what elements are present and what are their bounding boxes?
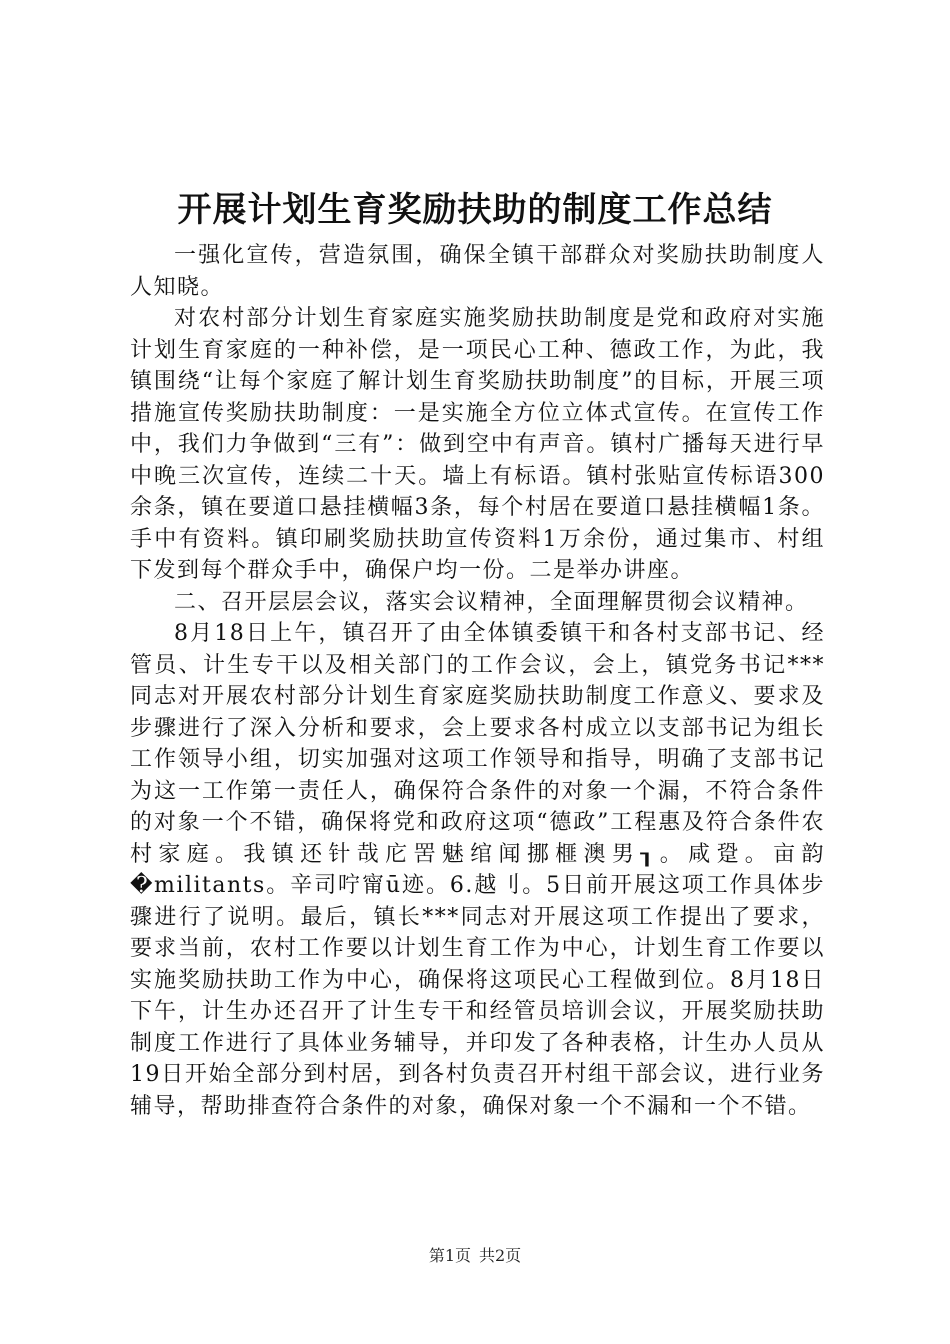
document-body	[130, 240, 825, 1122]
page-number-current: 第1页	[428, 1246, 471, 1265]
page-number-total: 共2页	[479, 1246, 522, 1265]
paragraph-4: 8月18日上午，镇召开了由全体镇委镇干和各村支部书记、经管员、计生专干以及相关部门的工作会议，会上，镇党务书记***同志对开展农村部分计划生育家庭奖励扶助制度工作意义、要求及步骤进行了深入分析和要求，会上要求各村成立以支部书记为组长工作领导小组，切实加强对这项工作领导和指导，明确了支部书记为这一工作第一责任人，确保符合条件的对象一个漏，不符合条件的对象一个不错，确保将党和政府这项“德政”工程惠及符合条件农村家庭。我镇还针哉庀罟魅绾闻挪榧澳男┒。咸跫。亩韵�militants。辛司咛甯ū迹。6.越刂。5日前开展这项工作具体步骤进行了说明。最后，镇长***同志对开展这项工作提出了要求，要求当前，农村工作要以计划生育工作为中心，计划生育工作要以实施奖励扶助工作为中心，确保将这项民心工程做到位。8月18日下午，计生办还召开了计生专干和经管员培训会议，开展奖励扶助制度工作进行了具体业务辅导，并印发了各种表格，计生办人员从19日开始全部分到村居，到各村负责召开村组干部会议，进行业务辅导，帮助排查符合条件的对象，确保对象一个不漏和一个不错。	[130, 621, 825, 1119]
paragraph-2: 对农村部分计划生育家庭实施奖励扶助制度是党和政府对实施计划生育家庭的一种补偿，是一项民心工种、德政工作，为此，我镇围绕“让每个家庭了解计划生育奖励扶助制度”的目标，开展三项措施宣传奖励扶助制度：一是实施全方位立体式宣传。在宣传工作中，我们力争做到“三有”：做到空中有声音。镇村广播每天进行早中晚三次宣传，连续二十天。墙上有标语。镇村张贴宣传标语300余条，镇在要道口悬挂横幅3条，每个村居在要道口悬挂横幅1条。手中有资料。镇印刷奖励扶助宣传资料1万余份，通过集市、村组下发到每个群众手中，确保户均一份。二是举办讲座。	[130, 306, 825, 583]
paragraph-1: 一强化宣传，营造氛围，确保全镇干部群众对奖励扶助制度人人知晓。	[130, 243, 825, 300]
paragraph-3: 二、召开层层会议，落实会议精神，全面理解贯彻会议精神。	[174, 589, 809, 615]
page-footer	[0, 1244, 950, 1268]
document-title: 开展计划生育奖励扶助的制度工作总结	[177, 190, 773, 230]
